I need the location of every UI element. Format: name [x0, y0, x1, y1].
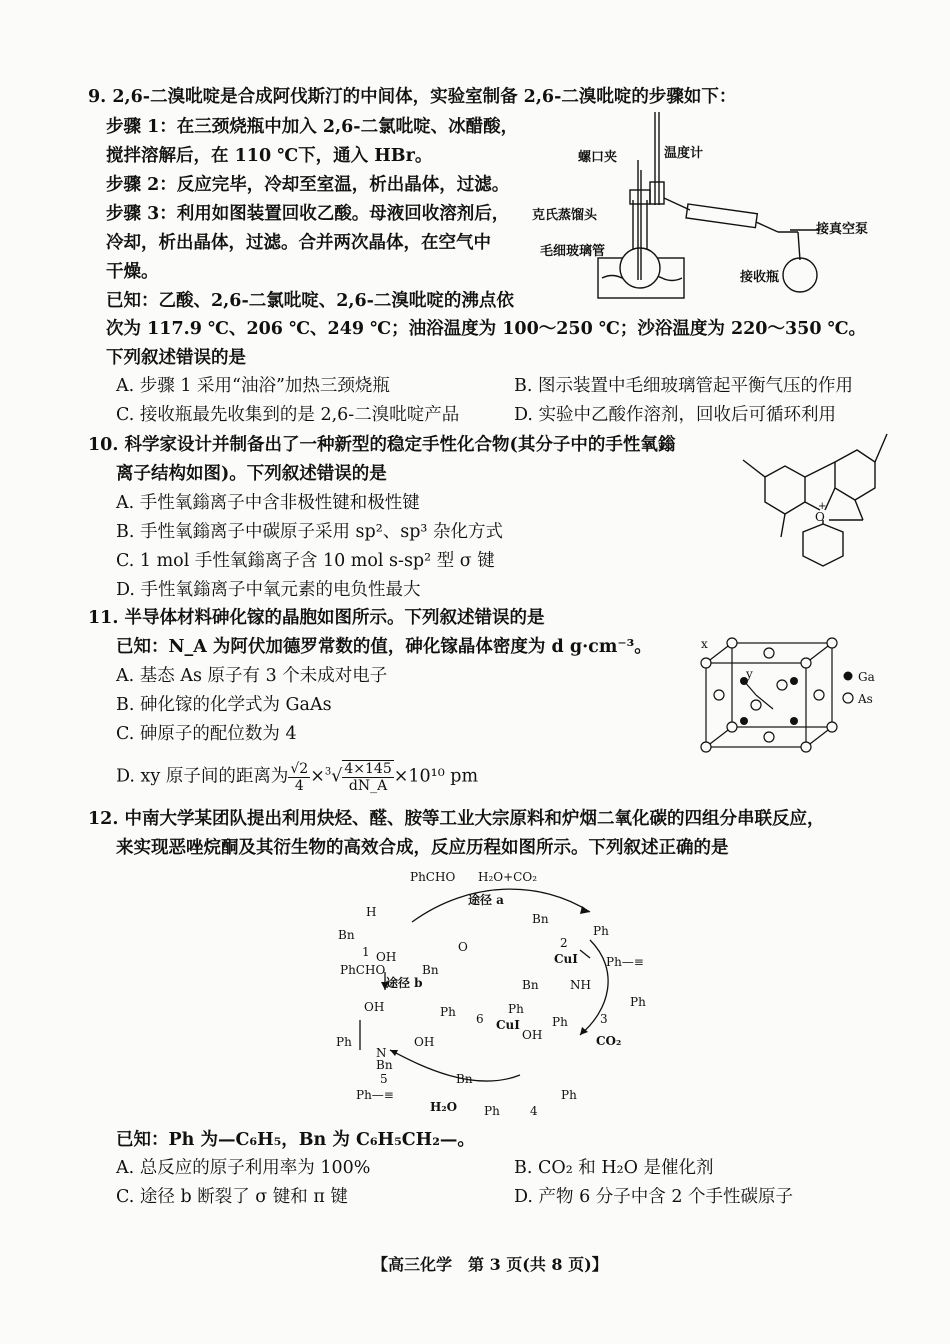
scheme-ph-3b: Ph — [552, 1015, 568, 1029]
q11-d-root-index: 3 — [324, 766, 332, 778]
scheme-n4: 4 — [530, 1104, 538, 1118]
scheme-ph-6a: Ph — [440, 1005, 456, 1019]
q9-step1b: 搅拌溶解后，在 110 ℃下，通入 HBr。 — [106, 146, 433, 166]
scheme-n2: 2 — [560, 936, 568, 950]
q10-option-b: B. 手性氧鎓离子中碳原子采用 sp²、sp³ 杂化方式 — [116, 522, 504, 542]
scheme-oh-1: OH — [376, 950, 397, 964]
q12-known: 已知：Ph 为—C₆H₅，Bn 为 C₆H₅CH₂—。 — [116, 1130, 475, 1150]
scheme-ph-6b: Ph — [508, 1002, 524, 1016]
scheme-h: H — [366, 905, 377, 919]
scheme-route-a: 途径 a — [468, 893, 504, 907]
scheme-cui-2: CuI — [496, 1018, 520, 1032]
cell-y-label: y — [746, 667, 753, 681]
legend-ga: Ga — [858, 670, 875, 684]
legend-markers — [842, 670, 856, 704]
q11-d-frac2 — [342, 760, 393, 794]
q11-d-times: × — [310, 766, 325, 787]
scheme-bn-2: Bn — [532, 912, 549, 926]
cell-x-label: x — [701, 637, 708, 651]
q9-ask: 下列叙述错误的是 — [106, 348, 246, 368]
q11-option-a: A. 基态 As 原子有 3 个未成对电子 — [116, 666, 388, 686]
label-thermometer: 温度计 — [664, 146, 704, 161]
scheme-phcho-top: PhCHO — [410, 870, 456, 884]
gaas-unit-cell — [698, 635, 848, 755]
q10-option-d: D. 手性氧鎓离子中氧元素的电负性最大 — [116, 580, 421, 600]
scheme-co2: CO₂ — [596, 1034, 622, 1048]
scheme-oh-5a: OH — [364, 1000, 385, 1014]
scheme-ph-5: Ph — [336, 1035, 352, 1049]
q9-step3a: 步骤 3：利用如图装置回收乙酸。母液回收溶剂后， — [106, 204, 510, 224]
q10-option-a: A. 手性氧鎓离子中含非极性键和极性键 — [116, 493, 420, 513]
q12-stem-b: 来实现恶唑烷酮及其衍生物的高效合成，反应历程如图所示。下列叙述正确的是 — [116, 838, 729, 858]
q11-d-frac2-num: 4×145 — [344, 761, 392, 777]
scheme-bn-4: Bn — [456, 1072, 473, 1086]
q11-option-d: D. xy 原子间的距离为 $\frac{√2}{4}$ ×$^3$√ $\frac{4\times 145}{dN\_A}$ ×10¹⁰ pm — [116, 760, 479, 794]
q11-option-c: C. 砷原子的配位数为 4 — [116, 724, 297, 744]
q9-option-a: A. 步骤 1 采用“油浴”加热三颈烧瓶 — [116, 376, 390, 396]
q9-step3c: 干燥。 — [106, 262, 159, 282]
oxonium-o: O — [815, 510, 825, 524]
q9-step1a: 步骤 1：在三颈烧瓶中加入 2,6-二氯吡啶、冰醋酸， — [106, 117, 519, 137]
scheme-h2o-co2: H₂O+CO₂ — [478, 870, 537, 884]
legend-as: As — [858, 692, 873, 706]
scheme-ph-4a: Ph — [484, 1104, 500, 1118]
q9-option-b: B. 图示装置中毛细玻璃管起平衡气压的作用 — [514, 376, 853, 396]
q12-stem-a: 12. 中南大学某团队提出利用炔烃、醛、胺等工业大宗原料和炉烟二氧化碳的四组分串联反应， — [88, 809, 825, 829]
q11-d-frac1 — [288, 761, 310, 794]
scheme-nh-3: NH — [570, 978, 591, 992]
label-claisen: 克氏蒸馏头 — [532, 208, 598, 223]
q9-known-b: 次为 117.9 ℃、206 ℃、249 ℃；油浴温度为 100～250 ℃；沙浴温度为 220～350 ℃。 — [106, 319, 867, 339]
scheme-phcho-left: PhCHO — [340, 963, 386, 977]
q11-d-frac1-den: 4 — [294, 777, 304, 794]
scheme-ph-4b: Ph — [561, 1088, 577, 1102]
q11-d-frac1-num: √2 — [290, 760, 309, 777]
q9-known-a: 已知：乙酸、2,6-二氯吡啶、2,6-二溴吡啶的沸点依 — [106, 291, 514, 311]
scheme-bn-5: Bn — [376, 1058, 393, 1072]
q11-d-frac2-den: dN_A — [348, 778, 388, 794]
q9-step3b: 冷却，析出晶体，过滤。合并两次晶体，在空气中 — [106, 233, 491, 253]
distillation-apparatus — [560, 110, 880, 305]
scheme-oh-4: OH — [522, 1028, 543, 1042]
label-receiver: 接收瓶 — [740, 270, 780, 285]
q11-d-prefix: D. xy 原子间的距离为 — [116, 766, 289, 787]
scheme-bn-6: Bn — [422, 963, 439, 977]
q10-option-c: C. 1 mol 手性氧鎓离子含 10 mol s-sp² 型 σ 键 — [116, 551, 495, 571]
q9-option-c: C. 接收瓶最先收集到的是 2,6-二溴吡啶产品 — [116, 405, 460, 425]
label-vacuum: 接真空泵 — [816, 222, 869, 237]
scheme-h2o: H₂O — [430, 1100, 458, 1114]
q12-option-a: A. 总反应的原子利用率为 100% — [116, 1158, 371, 1178]
q11-known: 已知：N_A 为阿伏加德罗常数的值，砷化镓晶体密度为 d g·cm⁻³。 — [116, 637, 652, 657]
scheme-n6: 6 — [476, 1012, 484, 1026]
scheme-n5: 5 — [380, 1072, 388, 1086]
scheme-cui-1: CuI — [554, 952, 578, 966]
scheme-bn-1: Bn — [338, 928, 355, 942]
q12-option-d: D. 产物 6 分子中含 2 个手性碳原子 — [514, 1187, 794, 1207]
q10-stem-b: 离子结构如图)。下列叙述错误的是 — [116, 464, 387, 484]
scheme-n1: 1 — [362, 945, 370, 959]
scheme-ph-alkyne-1: Ph—≡ — [606, 955, 644, 969]
scheme-oh-5b: OH — [414, 1035, 435, 1049]
q11-stem: 11. 半导体材料砷化镓的晶胞如图所示。下列叙述错误的是 — [88, 608, 545, 628]
q10-stem-a: 10. 科学家设计并制备出了一种新型的稳定手性化合物(其分子中的手性氧鎓 — [88, 435, 676, 455]
scheme-ph-3a: Ph — [630, 995, 646, 1009]
q11-d-suffix: ×10¹⁰ pm — [393, 766, 479, 787]
page-footer: 【高三化学 第 3 页(共 8 页)】 — [372, 1255, 608, 1274]
q12-option-c: C. 途径 b 断裂了 σ 键和 π 键 — [116, 1187, 348, 1207]
scheme-route-b: 途径 b — [386, 976, 423, 990]
scheme-bn-3: Bn — [522, 978, 539, 992]
scheme-o-6: O — [458, 940, 468, 954]
oxonium-plus: + — [818, 501, 827, 512]
label-capillary: 毛细玻璃管 — [540, 244, 606, 259]
q11-option-b: B. 砷化镓的化学式为 GaAs — [116, 695, 332, 715]
scheme-ph-alkyne-2: Ph—≡ — [356, 1088, 394, 1102]
q9-stem: 9. 2,6-二溴吡啶是合成阿伐斯汀的中间体，实验室制备 2,6-二溴吡啶的步骤如下： — [88, 87, 737, 107]
scheme-n-5: N — [376, 1046, 387, 1060]
q12-option-b: B. CO₂ 和 H₂O 是催化剂 — [514, 1158, 714, 1178]
label-clamp: 螺口夹 — [578, 150, 618, 165]
scheme-n3: 3 — [600, 1012, 608, 1026]
oxonium-structure — [735, 432, 885, 582]
scheme-ph-2: Ph — [593, 924, 609, 938]
q9-step2: 步骤 2：反应完毕，冷却至室温，析出晶体，过滤。 — [106, 175, 510, 195]
q9-option-d: D. 实验中乙酸作溶剂，回收后可循环利用 — [514, 405, 837, 425]
